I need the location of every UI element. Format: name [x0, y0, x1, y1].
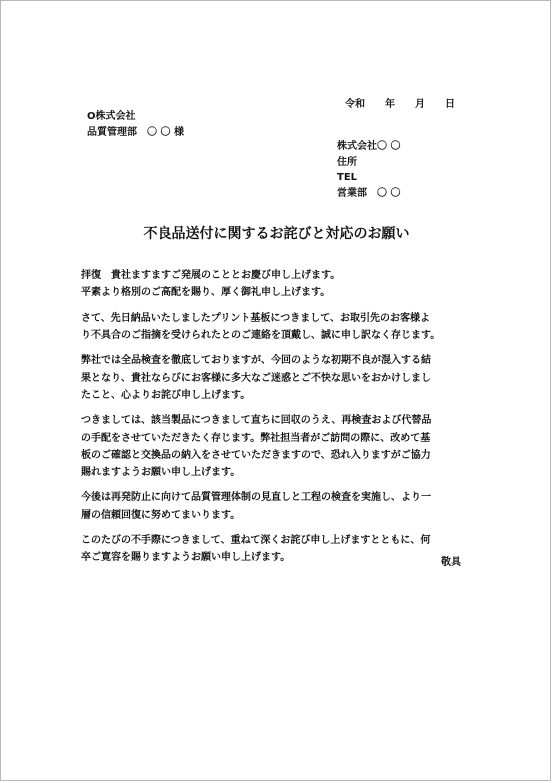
body-line: さて、先日納品いたしましたプリント基板につきまして、お取引先のお客様よ: [81, 312, 430, 324]
sender-tel-label: TEL: [337, 172, 358, 183]
sender-block: [337, 139, 400, 201]
addressee-block: [87, 109, 184, 141]
body-paragraph: [81, 489, 481, 523]
body-paragraph: [81, 352, 481, 404]
sender-company: 株式会社〇 〇: [337, 141, 401, 152]
body-line: 賜れますようお願い申し上げます。: [81, 466, 241, 478]
body-line: 今後は再発防止に向けて品質管理体制の見直しと工程の検査を実施し、より一: [81, 492, 431, 504]
addressee-company: O株式会社: [87, 111, 136, 122]
addressee-department: 品質管理部 〇 〇 様: [87, 127, 184, 138]
body-paragraph: [81, 267, 481, 301]
body-line: 卒ご寛容を賜りますようお願い申し上げます。: [81, 552, 291, 564]
body-line: つきましては、該当製品につきまして直ちに回収のうえ、再検査および代替品: [81, 415, 432, 427]
sender-department: 営業部 〇 〇: [337, 187, 401, 199]
body-paragraph: [81, 412, 481, 481]
body-line: 弊社では全品検査を徹底しておりますが、今回のような初期不良が混入する結: [81, 355, 431, 367]
sender-address-label: 住所: [337, 156, 357, 168]
body-line: 拝復 貴社ますますご発展のこととお慶び申し上げます。: [81, 270, 341, 281]
body-line: たこと、心よりお詫び申し上げます。: [81, 389, 251, 401]
body-paragraph: [81, 532, 481, 566]
body-line: 平素より格別のご高配を賜り、厚く御礼申し上げます。: [81, 287, 331, 299]
body-line: 板のご確認と交換品の納入をさせていただきますので、恐れ入りますがご協力: [81, 449, 431, 461]
body-paragraph: [81, 310, 481, 344]
body-line: 果となり、貴社ならびにお客様に多大なご迷惑とご不快な思いをおかけしまし: [81, 372, 431, 384]
letter-title: 不良品送付に関するお詫びと対応のお願い: [143, 226, 410, 242]
closing-phrase: 敬具: [441, 557, 461, 568]
body-line: このたびの不手際につきまして、重ねて深くお詫び申し上げますとともに、何: [81, 535, 431, 547]
letter-date: 令和 年 月 日: [345, 99, 455, 110]
body-line: 層の信頼回復に努めてまいります。: [81, 509, 241, 521]
body-line: の手配をさせていただきたく存じます。弊社担当者がご訪問の際に、改めて基: [81, 432, 431, 444]
letter-body: [81, 267, 481, 575]
body-line: り不具合のご指摘を受けられたとのご連絡を頂戴し、誠に申し訳なく存じます。: [81, 329, 441, 341]
